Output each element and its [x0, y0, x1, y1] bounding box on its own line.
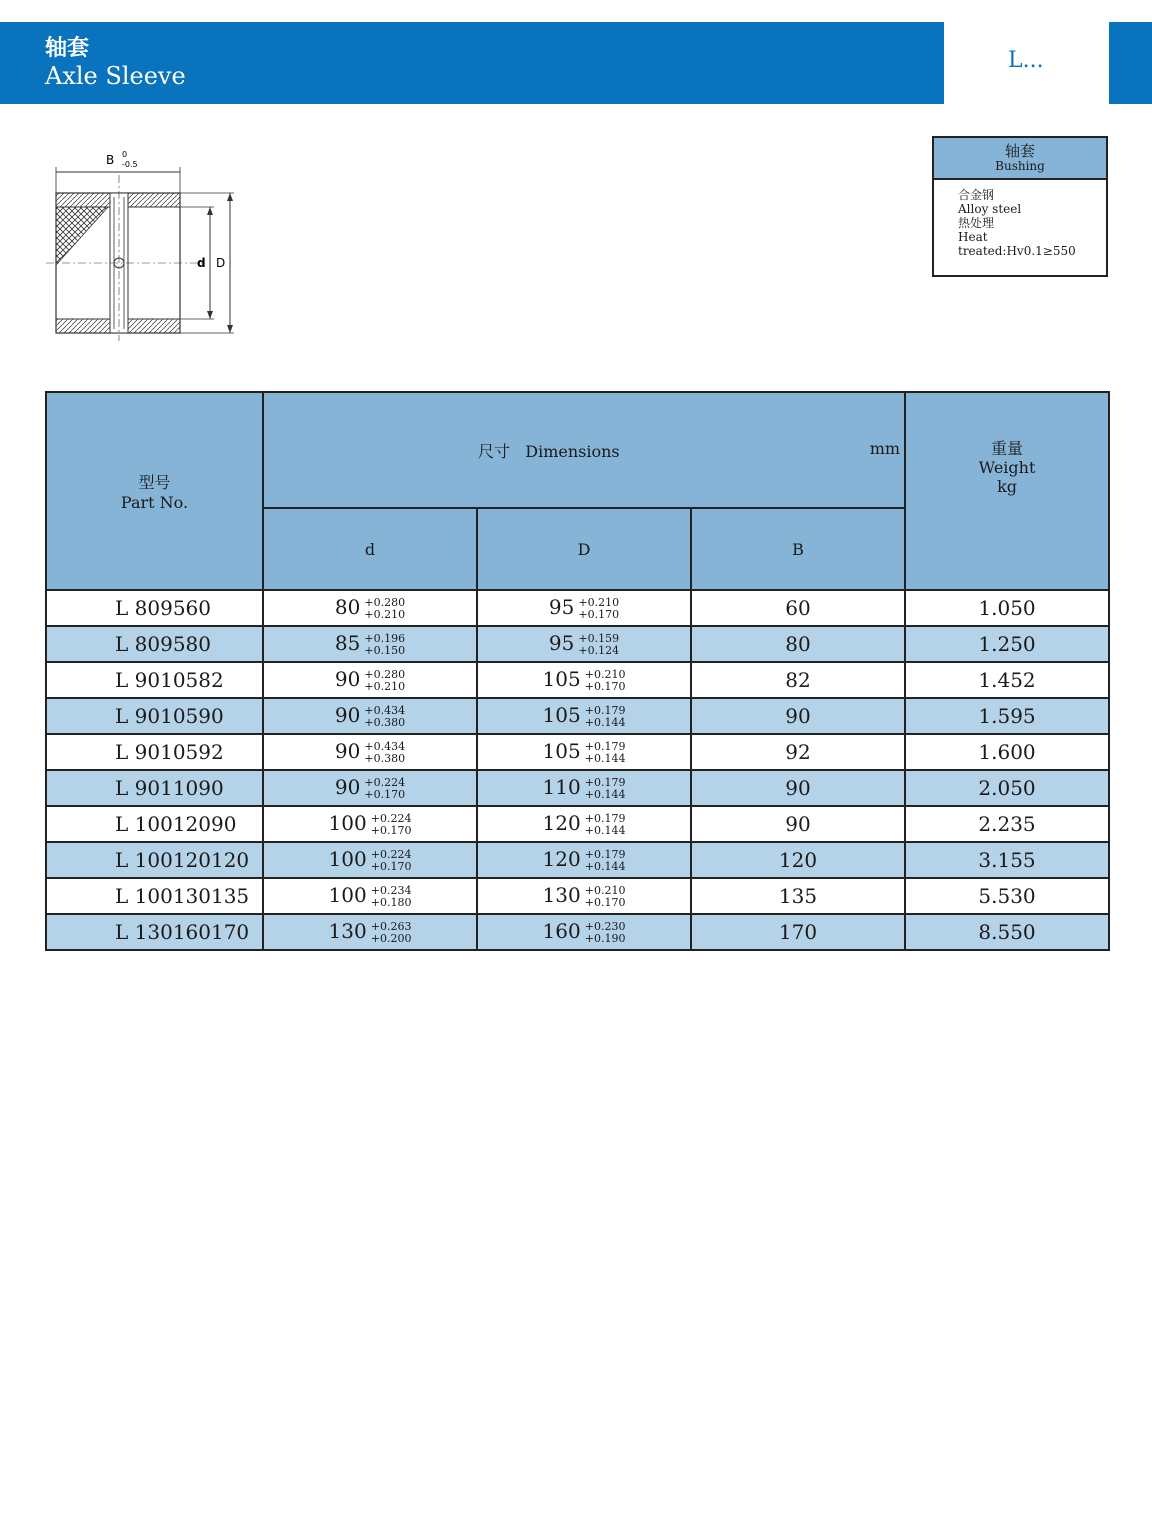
cell-B: 90: [691, 806, 905, 842]
cell-D: [477, 626, 691, 662]
table-row: [46, 914, 1109, 950]
title-chinese: 轴套: [45, 35, 90, 61]
cell-d-tolerance: [364, 597, 405, 621]
tol-lower: +0.200: [370, 931, 412, 945]
cell-d: [263, 806, 477, 842]
cell-D-nominal: 160: [542, 919, 581, 944]
tol-upper: +0.179: [584, 739, 626, 753]
tol-upper: +0.179: [584, 775, 626, 789]
cell-d-nominal: 100: [328, 883, 367, 908]
cell-weight: 2.050: [905, 770, 1109, 806]
cell-B: 90: [691, 698, 905, 734]
header-part-cn: 型号: [138, 473, 171, 492]
material-box-body: [934, 180, 1106, 258]
cell-d: [263, 590, 477, 626]
tol-lower: +0.144: [584, 751, 626, 765]
material-title-en: Bushing: [995, 158, 1045, 173]
cell-D: [477, 842, 691, 878]
cell-weight: 1.600: [905, 734, 1109, 770]
header-weight: [905, 392, 1109, 590]
cell-D-nominal: 120: [542, 847, 581, 872]
tol-upper: +0.210: [584, 667, 626, 681]
cell-D: [477, 770, 691, 806]
cell-D: [477, 734, 691, 770]
tol-lower: +0.144: [584, 859, 626, 873]
header-part-en: Part No.: [120, 493, 189, 512]
cell-D: [477, 914, 691, 950]
table-row: [46, 626, 1109, 662]
cell-D-tolerance: [585, 921, 626, 945]
cell-d-nominal: 85: [334, 631, 361, 656]
header-weight-en: Weight: [978, 458, 1036, 477]
cell-D: [477, 806, 691, 842]
material-title-cn: 轴套: [1004, 142, 1035, 160]
cell-part-no: L 10012090: [46, 806, 263, 842]
cell-weight: 1.250: [905, 626, 1109, 662]
header-dimensions: [263, 392, 905, 508]
cell-weight: 2.235: [905, 806, 1109, 842]
cell-d: [263, 878, 477, 914]
cell-weight: 5.530: [905, 878, 1109, 914]
cell-d-nominal: 90: [334, 667, 361, 692]
cell-d-tolerance: [371, 921, 412, 945]
table-row: [46, 590, 1109, 626]
tol-lower: +0.144: [584, 715, 626, 729]
dim-B-label: B: [106, 153, 115, 167]
cell-weight: 3.155: [905, 842, 1109, 878]
header-col-d: d: [263, 508, 477, 590]
tol-lower: +0.170: [364, 787, 406, 801]
tol-lower: +0.180: [370, 895, 412, 909]
cell-D-tolerance: [585, 705, 626, 729]
tol-upper: +0.196: [364, 631, 406, 645]
tol-upper: +0.224: [364, 775, 406, 789]
cell-B: 90: [691, 770, 905, 806]
cell-D-nominal: 110: [542, 775, 581, 800]
cell-D-nominal: 105: [542, 739, 581, 764]
cell-d-tolerance: [371, 813, 412, 837]
tol-upper: +0.179: [584, 703, 626, 717]
cell-D-nominal: 105: [542, 667, 581, 692]
cell-d: [263, 734, 477, 770]
table-row: [46, 878, 1109, 914]
cell-d-tolerance: [364, 777, 405, 801]
cell-D-tolerance: [585, 669, 626, 693]
cell-weight: 1.050: [905, 590, 1109, 626]
cell-d-tolerance: [364, 705, 405, 729]
cell-B: 120: [691, 842, 905, 878]
cell-part-no: L 9011090: [46, 770, 263, 806]
cell-D: [477, 698, 691, 734]
cell-part-no: L 9010590: [46, 698, 263, 734]
header-part-no: [46, 392, 263, 590]
cell-d: [263, 770, 477, 806]
cell-d: [263, 842, 477, 878]
cell-d: [263, 662, 477, 698]
dim-B-tol-upper: 0: [122, 150, 128, 159]
cell-part-no: L 9010592: [46, 734, 263, 770]
tol-upper: +0.280: [364, 595, 406, 609]
cell-B: 82: [691, 662, 905, 698]
header-weight-cn: 重量: [991, 439, 1024, 458]
tol-lower: +0.170: [578, 607, 620, 621]
cell-B: 92: [691, 734, 905, 770]
cell-D-tolerance: [585, 741, 626, 765]
tol-upper: +0.179: [584, 847, 626, 861]
tol-lower: +0.170: [584, 895, 626, 909]
tol-upper: +0.263: [370, 919, 412, 933]
material-line-4: Heat treated:Hv0.1≥550: [958, 230, 1076, 258]
cell-d-nominal: 100: [328, 847, 367, 872]
cell-D-tolerance: [585, 813, 626, 837]
cell-part-no: L 809560: [46, 590, 263, 626]
tol-lower: +0.380: [364, 751, 406, 765]
cell-D-tolerance: [585, 849, 626, 873]
table-row: [46, 698, 1109, 734]
dimensions-unit: mm: [869, 439, 901, 458]
cell-D-nominal: 95: [548, 631, 575, 656]
header-weight-unit: kg: [997, 477, 1017, 496]
cell-D: [477, 878, 691, 914]
table-row: [46, 734, 1109, 770]
tol-upper: +0.280: [364, 667, 406, 681]
cell-part-no: L 9010582: [46, 662, 263, 698]
cell-weight: 1.595: [905, 698, 1109, 734]
header-accent-block: [1109, 22, 1152, 104]
cell-D-nominal: 95: [548, 595, 575, 620]
cell-D: [477, 590, 691, 626]
tol-lower: +0.210: [364, 679, 406, 693]
tol-upper: +0.179: [584, 811, 626, 825]
cell-d-nominal: 90: [334, 703, 361, 728]
header-bar: [0, 22, 944, 104]
series-code: L...: [1008, 48, 1044, 73]
tol-lower: +0.170: [584, 679, 626, 693]
table-row: [46, 662, 1109, 698]
cell-part-no: L 100120120: [46, 842, 263, 878]
tol-upper: +0.210: [584, 883, 626, 897]
table-row: [46, 842, 1109, 878]
cell-d: [263, 626, 477, 662]
cell-d-tolerance: [364, 741, 405, 765]
cell-D-tolerance: [578, 633, 619, 657]
cell-D-nominal: 105: [542, 703, 581, 728]
material-line-1: 合金钢: [958, 188, 995, 202]
cell-B: 80: [691, 626, 905, 662]
tol-lower: +0.210: [364, 607, 406, 621]
tol-upper: +0.224: [370, 811, 412, 825]
cell-d-tolerance: [371, 849, 412, 873]
cell-B: 135: [691, 878, 905, 914]
tol-upper: +0.159: [578, 631, 620, 645]
tol-lower: +0.170: [370, 823, 412, 837]
material-line-3: 热处理: [958, 216, 995, 230]
cell-d-tolerance: [371, 885, 412, 909]
tol-lower: +0.150: [364, 643, 406, 657]
tol-upper: +0.210: [578, 595, 620, 609]
cell-d-nominal: 100: [328, 811, 367, 836]
cell-part-no: L 130160170: [46, 914, 263, 950]
tol-lower: +0.380: [364, 715, 406, 729]
title-english: Axle Sleeve: [45, 62, 186, 90]
dim-D-label: D: [216, 256, 226, 270]
cell-d-tolerance: [364, 633, 405, 657]
material-info-box: [932, 136, 1108, 277]
cell-part-no: L 100130135: [46, 878, 263, 914]
tol-lower: +0.190: [584, 931, 626, 945]
cell-B: 60: [691, 590, 905, 626]
spec-table: [45, 391, 1110, 951]
axle-sleeve-drawing: [42, 145, 242, 345]
cell-D-nominal: 130: [542, 883, 581, 908]
cell-D-nominal: 120: [542, 811, 581, 836]
cell-B: 170: [691, 914, 905, 950]
cell-d-nominal: 80: [334, 595, 361, 620]
dimensions-label: 尺寸 Dimensions: [478, 442, 620, 461]
table-row: [46, 770, 1109, 806]
cell-D-tolerance: [578, 597, 619, 621]
header-col-D: D: [477, 508, 691, 590]
dim-d-label: d: [197, 256, 206, 270]
cell-part-no: L 809580: [46, 626, 263, 662]
header-col-B: B: [691, 508, 905, 590]
tol-upper: +0.434: [364, 703, 406, 717]
cell-d: [263, 914, 477, 950]
material-line-2: Alloy steel: [958, 202, 1022, 216]
cell-d: [263, 698, 477, 734]
cell-D-tolerance: [585, 885, 626, 909]
tol-upper: +0.234: [370, 883, 412, 897]
cell-d-nominal: 90: [334, 739, 361, 764]
cell-D-tolerance: [585, 777, 626, 801]
cell-d-nominal: 130: [328, 919, 367, 944]
cell-d-nominal: 90: [334, 775, 361, 800]
tol-upper: +0.224: [370, 847, 412, 861]
tol-lower: +0.144: [584, 823, 626, 837]
cell-weight: 8.550: [905, 914, 1109, 950]
dim-B-tol-lower: -0.5: [122, 160, 138, 169]
tol-lower: +0.144: [584, 787, 626, 801]
tol-upper: +0.434: [364, 739, 406, 753]
tol-upper: +0.230: [584, 919, 626, 933]
material-box-header: [934, 138, 1106, 180]
cell-D: [477, 662, 691, 698]
tol-lower: +0.170: [370, 859, 412, 873]
tol-lower: +0.124: [578, 643, 620, 657]
table-row: [46, 806, 1109, 842]
cell-d-tolerance: [364, 669, 405, 693]
cell-weight: 1.452: [905, 662, 1109, 698]
